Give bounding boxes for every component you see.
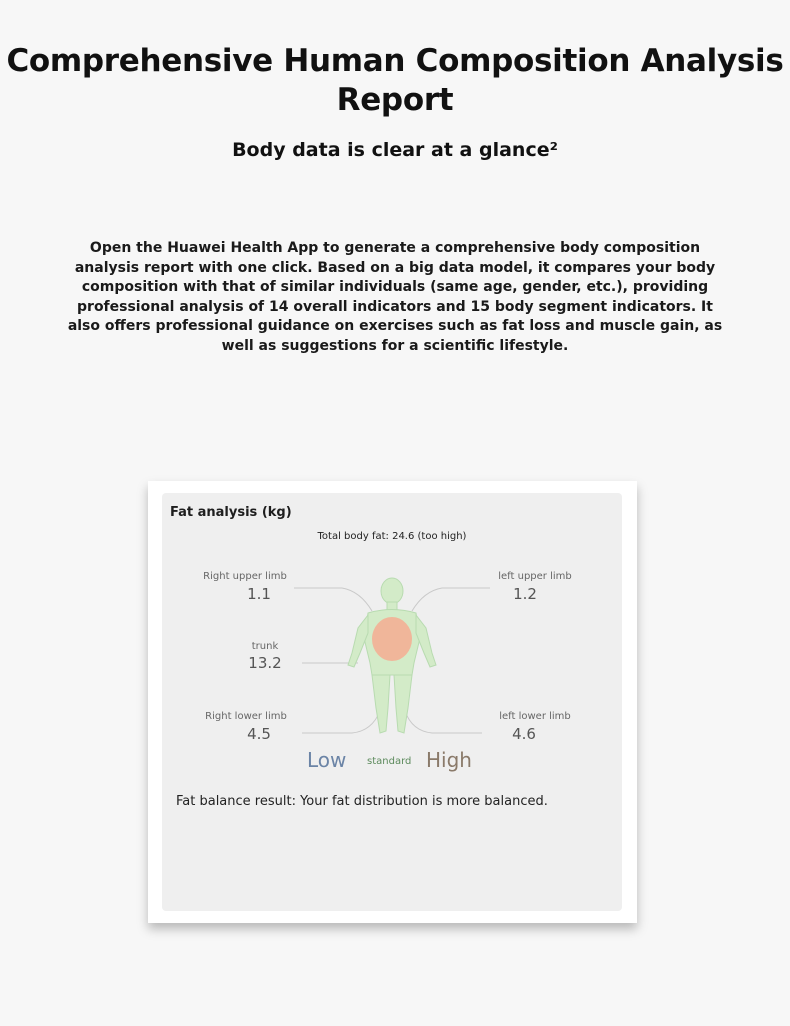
fat-analysis-panel [162, 493, 622, 911]
left-upper-limb-value: 1.2 [513, 585, 537, 603]
legend-standard: standard [367, 756, 412, 767]
description-text: Open the Huawei Health App to generate a comprehensive body composition analysis report with one click. Based on a big data model, it compares your body composition with that of similar individuals (same age, gender, etc.), providing professional analysis of 14 overall indicators and 15 body segment indicators. It also offers professional guidance on exercises such as fat loss and muscle gain, as well as suggestions for a scientific lifestyle. [67, 240, 723, 354]
left-lower-limb-value: 4.6 [512, 725, 536, 743]
fat-balance-result: Fat balance result: Your fat distribution is more balanced. [176, 794, 548, 809]
body-figure [162, 493, 622, 911]
page-subtitle: Body data is clear at a glance² [232, 139, 558, 161]
right-upper-limb-value: 1.1 [247, 585, 271, 603]
right-lower-limb-value: 4.5 [247, 725, 271, 743]
legend-high: High [426, 748, 472, 772]
report-card [148, 481, 637, 923]
right-upper-limb-label: Right upper limb [203, 571, 287, 582]
trunk-highlight [372, 617, 412, 661]
trunk-value: 13.2 [248, 654, 282, 672]
trunk-label: trunk [251, 641, 279, 652]
right-lower-limb-label: Right lower limb [205, 711, 287, 722]
page-title: Comprehensive Human Composition Analysis Report [6, 43, 784, 118]
left-lower-limb-label: left lower limb [499, 711, 571, 722]
legend-low: Low [307, 748, 347, 772]
left-upper-limb-label: left upper limb [498, 571, 572, 582]
total-body-fat: Total body fat: 24.6 (too high) [317, 531, 467, 542]
fat-analysis-title: Fat analysis (kg) [170, 505, 292, 520]
